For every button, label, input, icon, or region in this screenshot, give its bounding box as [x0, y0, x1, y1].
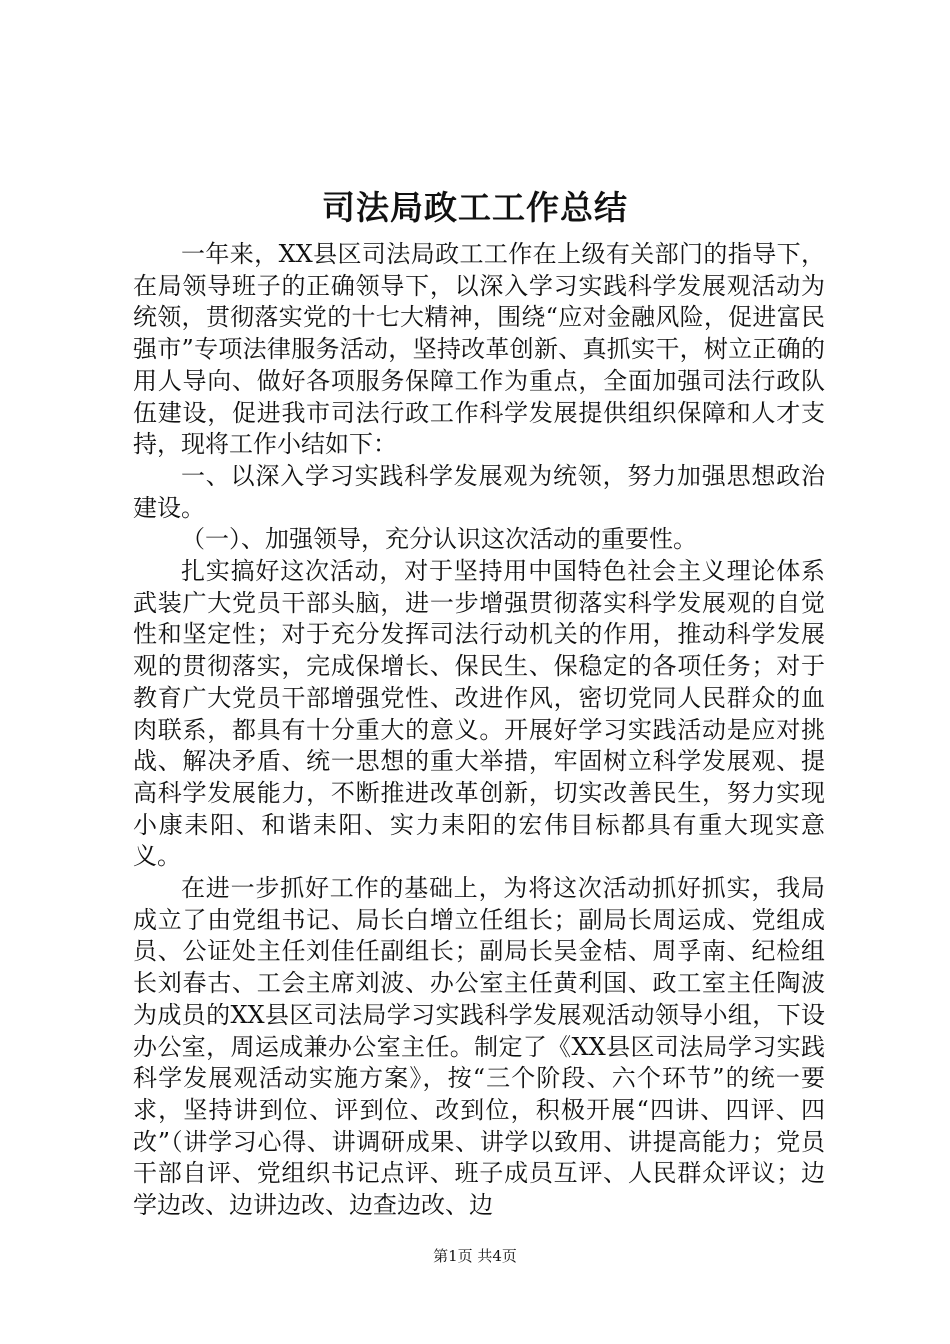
paragraph-leadership-group: 在进一步抓好工作的基础上，为将这次活动抓好抓实，我局成立了由党组书记、局长白增立任组长；副局长周运成、党组成员、公证处主任刘佳任副组长；副局长吴金桔、周孚南、纪检组长刘春古、工会主席刘波、办公室主任黄利国、政工室主任陶波为成员的XX县区司法局学习实践科学发展观活动领导小组，下设办公室，周运成兼办公室主任。制定了《XX县区司法局学习实践科学发展观活动实施方案》，按“三个阶段、六个环节”的统一要求，坚持讲到位、评到位、改到位，积极开展“四讲、四评、四改”（讲学习心得、讲调研成果、讲学以致用、讲提高能力；党员干部自评、党组织书记点评、班子成员互评、人民群众评议；边学边改、边讲边改、边查边改、边 — [133, 874, 825, 1220]
document-title: 司法局政工工作总结 — [322, 188, 628, 227]
paragraph-intro: 一年来，XX县区司法局政工工作在上级有关部门的指导下，在局领导班子的正确领导下，以深入学习实践科学发展观活动为统领，贯彻落实党的十七大精神，围绕“应对金融风险，促进富民强市”专项法律服务活动，坚持改革创新、真抓实干，树立正确的用人导向、做好各项服务保障工作为重点，全面加强司法行政队伍建设，促进我市司法行政工作科学发展提供组织保障和人才支持，现将工作小结如下： — [133, 240, 825, 459]
page-number-footer: 第1页 共4页 — [433, 1247, 517, 1265]
paragraph-significance: 扎实搞好这次活动，对于坚持用中国特色社会主义理论体系武装广大党员干部头脑，进一步增强贯彻落实科学发展观的自觉性和坚定性；对于充分发挥司法行动机关的作用，推动科学发展观的贯彻落实，完成保增长、保民生、保稳定的各项任务；对于教育广大党员干部增强党性、改进作风，密切党同人民群众的血肉联系，都具有十分重大的意义。开展好学习实践活动是应对挑战、解决矛盾、统一思想的重大举措，牢固树立科学发展观、提高科学发展能力，不断推进改革创新，切实改善民生，努力实现小康耒阳、和谐耒阳、实力耒阳的宏伟目标都具有重大现实意义。 — [133, 557, 825, 871]
subsection-heading-1: （一）、加强领导，充分认识这次活动的重要性。 — [181, 525, 697, 554]
document-body — [133, 239, 825, 1222]
section-heading-1: 一、以深入学习实践科学发展观为统领，努力加强思想政治建设。 — [133, 461, 825, 522]
